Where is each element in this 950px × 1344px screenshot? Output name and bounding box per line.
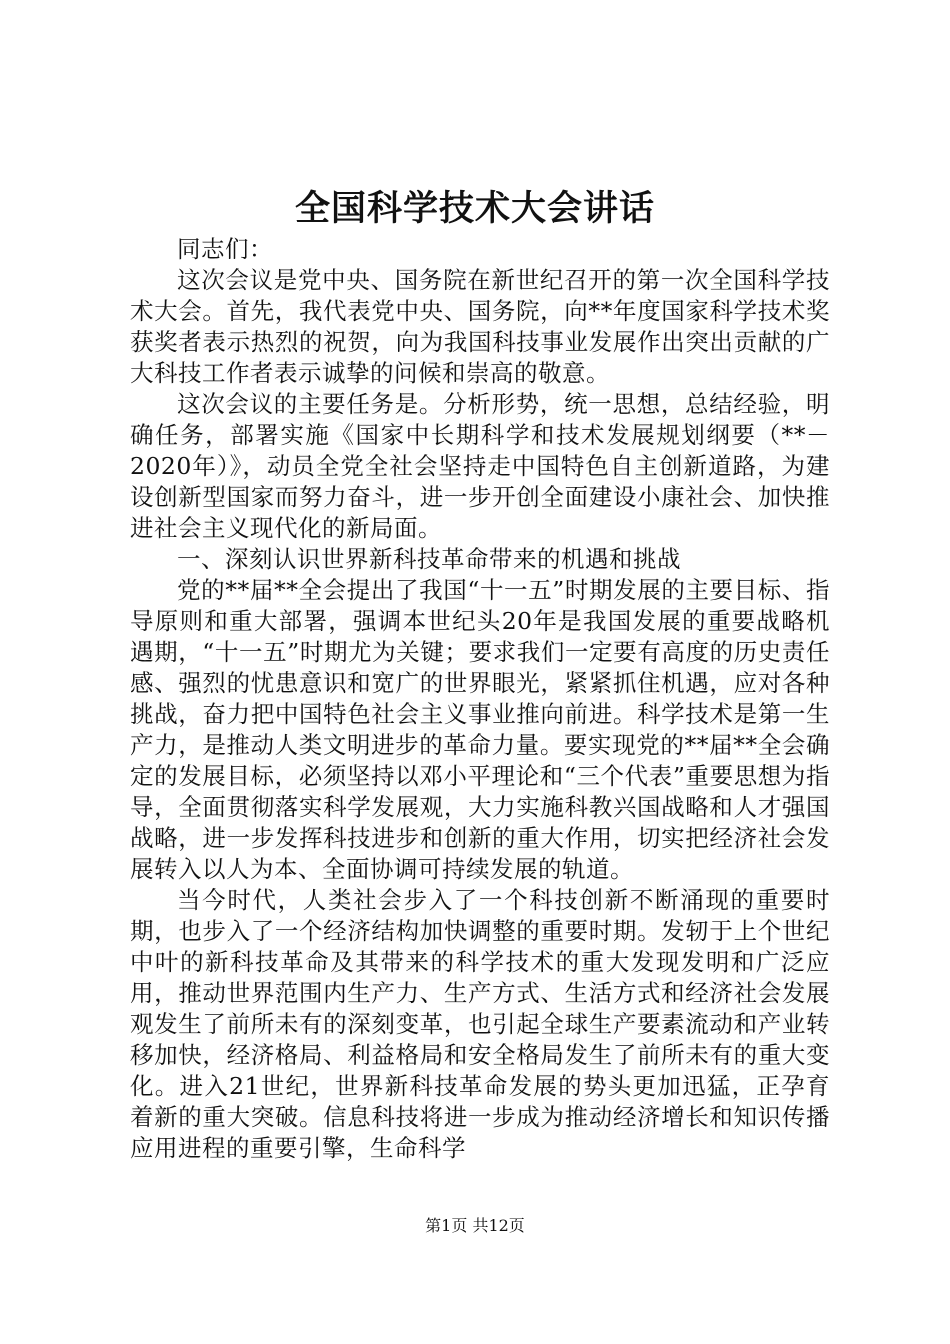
paragraph-strategic-period: 党的**届**全会提出了我国“十一五”时期发展的主要目标、指导原则和重大部署，强调本世纪头20年是我国发展的重要战略机遇期，“十一五”时期尤为关键；要求我们一定要有高度的历史责任感、强烈的忧患意识和宽广的世界眼光，紧紧抓住机遇，应对各种挑战，奋力把中国特色社会主义事业推向前进。科学技术是第一生产力，是推动人类文明进步的革命力量。要实现党的**届**全会确定的发展目标，必须坚持以邓小平理论和“三个代表”重要思想为指导，全面贯彻落实科学发展观，大力实施科教兴国战略和人才强国战略，进一步发挥科技进步和创新的重大作用，切实把经济社会发展转入以人为本、全面协调可持续发展的轨道。 <box>130 576 830 883</box>
salutation: 同志们： <box>177 235 273 263</box>
section-heading-1: 一、深刻认识世界新科技革命带来的机遇和挑战 <box>177 545 681 573</box>
document-body <box>130 234 830 1164</box>
paragraph-main-tasks: 这次会议的主要任务是。分析形势，统一思想，总结经验，明确任务，部署实施《国家中长期科学和技术发展规划纲要（**－2020年）》，动员全党全社会坚持走中国特色自主创新道路，为建设创新型国家而努力奋斗，进一步开创全面建设小康社会、加快推进社会主义现代化的新局面。 <box>130 390 830 542</box>
paragraph-opening: 这次会议是党中央、国务院在新世纪召开的第一次全国科学技术大会。首先，我代表党中央、国务院，向**年度国家科学技术奖获奖者表示热烈的祝贺，向为我国科技事业发展作出突出贡献的广大科技工作者表示诚挚的问候和崇高的敬意。 <box>130 266 830 387</box>
paragraph-current-era: 当今时代，人类社会步入了一个科技创新不断涌现的重要时期，也步入了一个经济结构加快调整的重要时期。发轫于上个世纪中叶的新科技革命及其带来的科学技术的重大发现发明和广泛应用，推动世界范围内生产力、生产方式、生活方式和经济社会发展观发生了前所未有的深刻变革，也引起全球生产要素流动和产业转移加快，经济格局、利益格局和安全格局发生了前所未有的重大变化。进入21世纪，世界新科技革命发展的势头更加迅猛，正孕育着新的重大突破。信息科技将进一步成为推动经济增长和知识传播应用进程的重要引擎，生命科学 <box>130 886 830 1162</box>
page-footer: 第1页 共12页 <box>425 1216 525 1235</box>
document-title: 全国科学技术大会讲话 <box>294 188 655 229</box>
